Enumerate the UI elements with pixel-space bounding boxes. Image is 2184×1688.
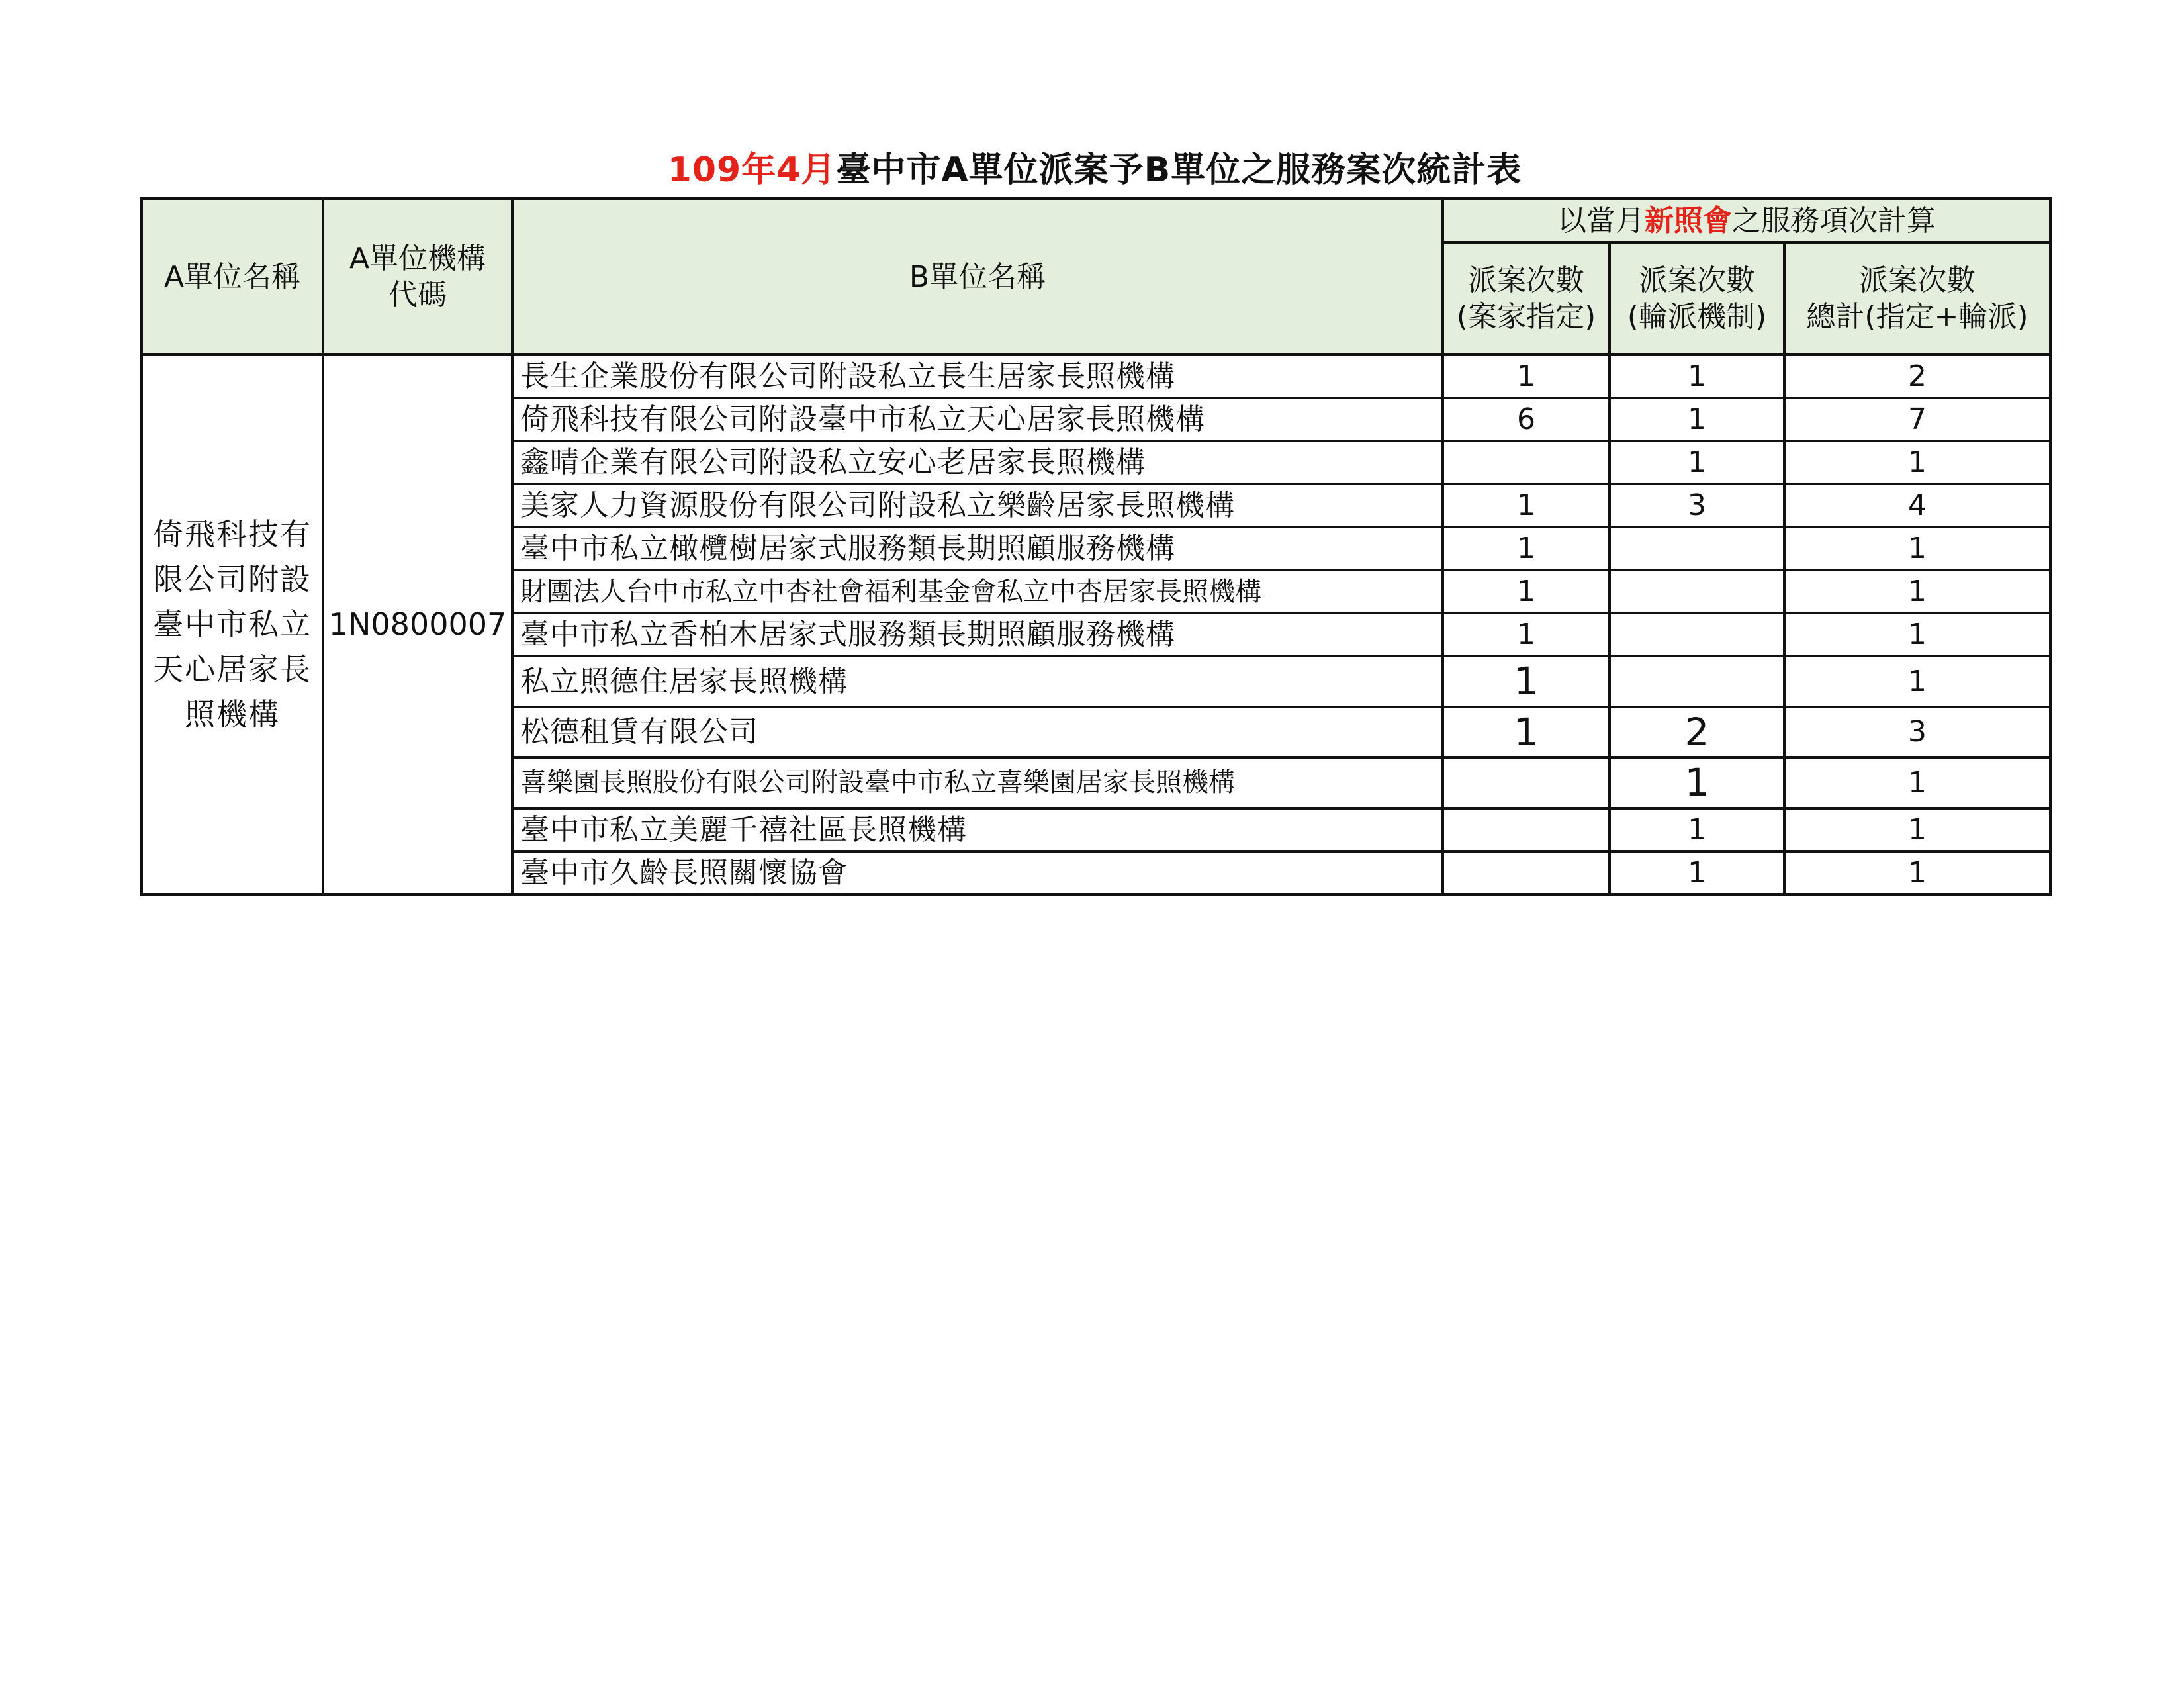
- b-unit-name-cell: 臺中市私立橄欖樹居家式服務類長期照顧服務機構: [512, 527, 1443, 570]
- b-unit-name-cell: 財團法人台中市私立中杏社會福利基金會私立中杏居家長照機構: [512, 570, 1443, 613]
- header-group-suffix: 之服務項次計算: [1732, 203, 1936, 238]
- rotation-count-cell: [1610, 656, 1784, 707]
- designated-count-cell: 1: [1443, 613, 1610, 656]
- rotation-count-cell: [1610, 570, 1784, 613]
- title-date: 109年4月: [667, 150, 837, 190]
- designated-count-cell: [1443, 757, 1610, 808]
- rotation-count-cell: [1610, 613, 1784, 656]
- table-row: [142, 355, 2050, 398]
- header-a-unit-code-line1: A單位機構: [349, 242, 486, 275]
- total-count-cell: 1: [1784, 656, 2050, 707]
- rotation-count-cell: 1: [1610, 355, 1784, 398]
- header-rotation-line2: (輪派機制): [1627, 300, 1767, 334]
- total-count-cell: 1: [1784, 808, 2050, 851]
- b-unit-name-cell: 臺中市私立香柏木居家式服務類長期照顧服務機構: [512, 613, 1443, 656]
- rotation-count-cell: 2: [1610, 707, 1784, 758]
- header-a-unit-code-line2: 代碼: [388, 278, 447, 312]
- statistics-table: [140, 197, 2052, 896]
- header-rotation: [1610, 242, 1784, 355]
- header-total-line1: 派案次數: [1859, 263, 1976, 297]
- rotation-count-cell: 1: [1610, 757, 1784, 808]
- page-title: [140, 147, 2049, 193]
- total-count-cell: 4: [1784, 484, 2050, 527]
- a-unit-name-cell: 倚飛科技有限公司附設臺中市私立天心居家長照機構: [142, 355, 323, 894]
- header-group-prefix: 以當月: [1557, 203, 1645, 238]
- rotation-count-cell: [1610, 527, 1784, 570]
- b-unit-name-cell: 鑫晴企業有限公司附設私立安心老居家長照機構: [512, 441, 1443, 484]
- total-count-cell: 3: [1784, 707, 2050, 758]
- rotation-count-cell: 1: [1610, 398, 1784, 441]
- designated-count-cell: [1443, 808, 1610, 851]
- total-count-cell: 1: [1784, 613, 2050, 656]
- header-rotation-line1: 派案次數: [1639, 263, 1755, 297]
- designated-count-cell: 1: [1443, 570, 1610, 613]
- header-a-unit-name: A單位名稱: [142, 199, 323, 355]
- header-designated: [1443, 242, 1610, 355]
- total-count-cell: 2: [1784, 355, 2050, 398]
- rotation-count-cell: 1: [1610, 441, 1784, 484]
- designated-count-cell: 6: [1443, 398, 1610, 441]
- header-group-highlight: 新照會: [1645, 203, 1732, 238]
- total-count-cell: 7: [1784, 398, 2050, 441]
- header-total: [1784, 242, 2050, 355]
- designated-count-cell: 1: [1443, 707, 1610, 758]
- b-unit-name-cell: 美家人力資源股份有限公司附設私立樂齡居家長照機構: [512, 484, 1443, 527]
- rotation-count-cell: 3: [1610, 484, 1784, 527]
- total-count-cell: 1: [1784, 570, 2050, 613]
- a-unit-code-cell: 1N0800007: [323, 355, 512, 894]
- b-unit-name-cell: 倚飛科技有限公司附設臺中市私立天心居家長照機構: [512, 398, 1443, 441]
- b-unit-name-cell: 臺中市久齡長照關懷協會: [512, 851, 1443, 894]
- total-count-cell: 1: [1784, 757, 2050, 808]
- designated-count-cell: 1: [1443, 484, 1610, 527]
- header-group: [1443, 199, 2050, 242]
- header-designated-line2: (案家指定): [1456, 300, 1596, 334]
- b-unit-name-cell: 長生企業股份有限公司附設私立長生居家長照機構: [512, 355, 1443, 398]
- b-unit-name-cell: 臺中市私立美麗千禧社區長照機構: [512, 808, 1443, 851]
- total-count-cell: 1: [1784, 441, 2050, 484]
- total-count-cell: 1: [1784, 851, 2050, 894]
- header-a-unit-code: [323, 199, 512, 355]
- b-unit-name-cell: 私立照德住居家長照機構: [512, 656, 1443, 707]
- designated-count-cell: 1: [1443, 355, 1610, 398]
- header-b-unit-name: B單位名稱: [512, 199, 1443, 355]
- designated-count-cell: [1443, 441, 1610, 484]
- rotation-count-cell: 1: [1610, 851, 1784, 894]
- designated-count-cell: [1443, 851, 1610, 894]
- designated-count-cell: 1: [1443, 527, 1610, 570]
- designated-count-cell: 1: [1443, 656, 1610, 707]
- rotation-count-cell: 1: [1610, 808, 1784, 851]
- b-unit-name-cell: 松德租賃有限公司: [512, 707, 1443, 758]
- header-designated-line1: 派案次數: [1468, 263, 1584, 297]
- title-text: 臺中市A單位派案予B單位之服務案次統計表: [836, 150, 1522, 190]
- b-unit-name-cell: 喜樂園長照股份有限公司附設臺中市私立喜樂園居家長照機構: [512, 757, 1443, 808]
- header-total-line2: 總計(指定+輪派): [1806, 300, 2028, 334]
- total-count-cell: 1: [1784, 527, 2050, 570]
